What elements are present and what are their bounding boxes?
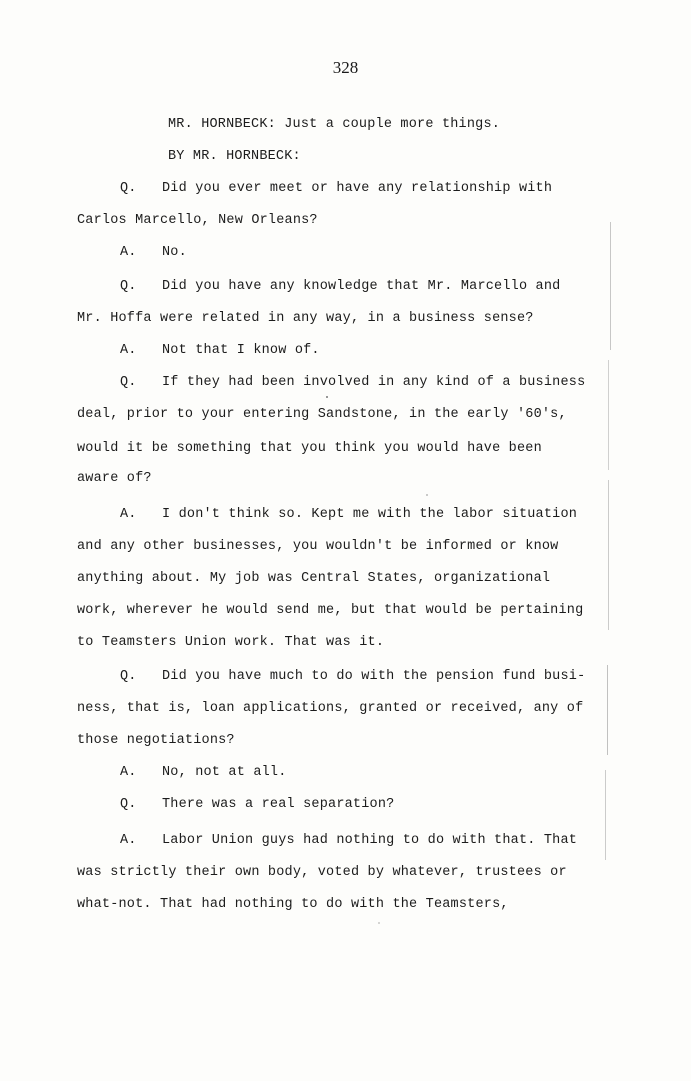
- line-text: Did you have any knowledge that Mr. Marcello and: [162, 279, 561, 294]
- line-text: Did you have much to do with the pension fund busi-: [162, 669, 586, 684]
- answer-line: [120, 244, 187, 262]
- transcript-line: deal, prior to your entering Sandstone, in the early '60's,: [77, 407, 567, 422]
- transcript-line: Carlos Marcello, New Orleans?: [77, 213, 318, 228]
- transcript-line: what-not. That had nothing to do with the Teamsters,: [77, 897, 509, 912]
- transcript-line: aware of?: [77, 471, 152, 486]
- line-text: If they had been involved in any kind of a business: [162, 375, 586, 390]
- question-line: [120, 374, 585, 392]
- transcript-line: to Teamsters Union work. That was it.: [77, 635, 385, 650]
- line-text: Labor Union guys had nothing to do with that. That: [162, 833, 578, 848]
- speaker-mark: Q.: [120, 669, 137, 684]
- transcript-line: and any other businesses, you wouldn't be informed or know: [77, 539, 559, 554]
- speaker-mark: A.: [120, 765, 137, 780]
- question-line: [120, 796, 394, 814]
- answer-line: [120, 506, 577, 524]
- speaker-mark: Q.: [120, 375, 137, 390]
- speaker-mark: Q.: [120, 797, 137, 812]
- line-text: Not that I know of.: [162, 343, 320, 358]
- question-line: [120, 278, 560, 296]
- line-text: I don't think so. Kept me with the labor situation: [162, 507, 578, 522]
- speaker-mark: Q.: [120, 181, 137, 196]
- line-text: No.: [162, 245, 187, 260]
- transcript-line: ness, that is, loan applications, granted or received, any of: [77, 701, 584, 716]
- transcript-line: would it be something that you think you would have been: [77, 441, 542, 456]
- transcript-line: BY MR. HORNBECK:: [168, 149, 301, 164]
- question-line: [120, 668, 585, 686]
- transcript-line: Mr. Hoffa were related in any way, in a business sense?: [77, 311, 534, 326]
- line-text: No, not at all.: [162, 765, 287, 780]
- speaker-mark: Q.: [120, 279, 137, 294]
- speaker-mark: A.: [120, 343, 137, 358]
- answer-line: [120, 342, 320, 360]
- speaker-mark: A.: [120, 507, 137, 522]
- transcript-line: MR. HORNBECK: Just a couple more things.: [168, 117, 501, 132]
- answer-line: [120, 832, 577, 850]
- transcript-line: those negotiations?: [77, 733, 235, 748]
- page-number: 328: [332, 58, 359, 77]
- line-text: Did you ever meet or have any relationship with: [162, 181, 553, 196]
- speaker-mark: A.: [120, 245, 137, 260]
- question-line: [120, 180, 552, 198]
- speaker-mark: A.: [120, 833, 137, 848]
- answer-line: [120, 764, 287, 782]
- transcript-line: anything about. My job was Central States, organizational: [77, 571, 551, 586]
- line-text: There was a real separation?: [162, 797, 395, 812]
- transcript-line: was strictly their own body, voted by whatever, trustees or: [77, 865, 567, 880]
- transcript-line: work, wherever he would send me, but that would be pertaining: [77, 603, 584, 618]
